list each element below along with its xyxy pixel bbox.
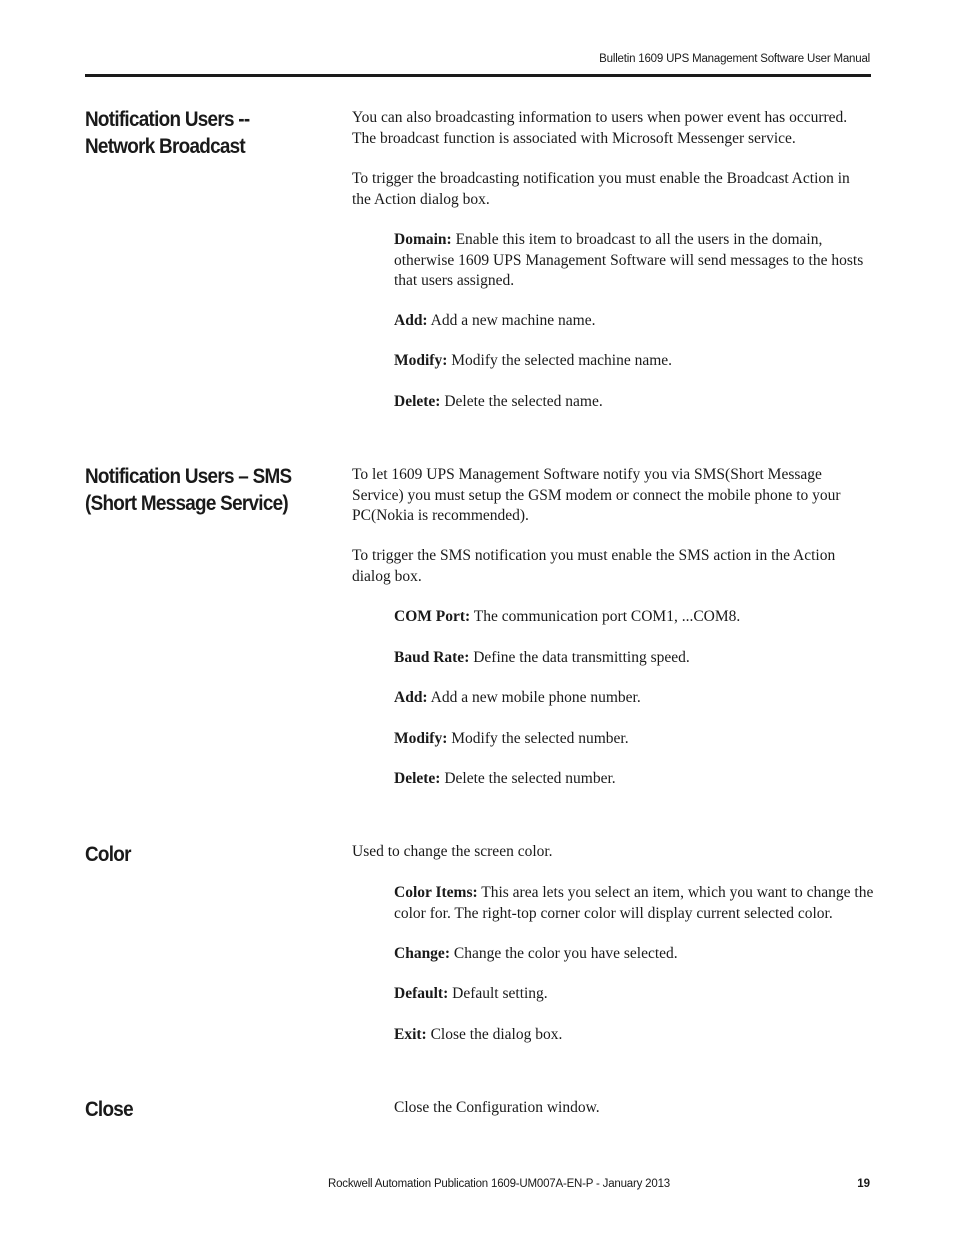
item-text: Close the dialog box. [426, 1026, 563, 1043]
item-term: Modify: [394, 352, 448, 369]
item-term: Default: [394, 985, 449, 1002]
item-text: Change the color you have selected. [449, 945, 678, 962]
item-term: Domain: [394, 231, 452, 248]
item-term: Add: [394, 689, 428, 706]
sms-item-modify [394, 729, 874, 750]
item-term: Modify: [394, 730, 448, 747]
item-text: Define the data transmitting speed. [469, 649, 690, 666]
sms-item-baud-rate [394, 648, 874, 669]
running-header: Bulletin 1609 UPS Management Software User Manual [599, 53, 870, 65]
heading-sms: Notification Users – SMS (Short Message Service) [85, 465, 292, 515]
item-term: Change: [394, 945, 450, 962]
item-term: Baud Rate: [394, 649, 470, 666]
item-text: Enable this item to broadcast to all the users in the domain, otherwise 1609 UPS Management Software will send messages to the hosts that users assigned. [394, 231, 864, 289]
network-item-modify [394, 351, 874, 372]
item-term: Delete: [394, 770, 441, 787]
network-item-domain [394, 230, 874, 292]
item-term: Delete: [394, 393, 441, 410]
item-text: The communication port COM1, ...COM8. [470, 608, 741, 625]
heading-network-broadcast: Notification Users -- Network Broadcast [85, 108, 250, 158]
item-term: Exit: [394, 1026, 427, 1043]
page-number: 19 [857, 1178, 870, 1190]
item-text: Delete the selected number. [440, 770, 616, 787]
close-description: Close the Configuration window. [394, 1099, 600, 1116]
color-item-change [394, 944, 874, 965]
item-term: COM Port: [394, 608, 471, 625]
item-term: Add: [394, 312, 428, 329]
sms-item-com-port [394, 607, 874, 628]
network-item-delete [394, 392, 874, 413]
item-text: Default setting. [448, 985, 548, 1002]
heading-color: Color [85, 843, 131, 866]
heading-close: Close [85, 1098, 133, 1121]
network-paragraph-1: You can also broadcasting information to users when power event has occurred. The broadcast function is associated with Microsoft Messenger service. [352, 109, 848, 147]
color-paragraph-1: Used to change the screen color. [352, 843, 553, 860]
item-text: This area lets you select an item, which you want to change the color for. The right-top corner color will display current selected color. [394, 884, 874, 922]
footer-publication: Rockwell Automation Publication 1609-UM007A-EN-P - January 2013 [328, 1178, 670, 1190]
sms-paragraph-1: To let 1609 UPS Management Software notify you via SMS(Short Message Service) you must setup the GSM modem or connect the mobile phone to your PC(Nokia is recommended). [352, 466, 841, 524]
sms-item-add [394, 688, 874, 709]
item-text: Add a new machine name. [427, 312, 596, 329]
color-item-exit [394, 1025, 874, 1046]
header-rule [85, 74, 871, 77]
item-text: Modify the selected machine name. [447, 352, 673, 369]
item-term: Color Items: [394, 884, 478, 901]
sms-item-delete [394, 769, 874, 790]
color-item-default [394, 984, 874, 1005]
sms-paragraph-2: To trigger the SMS notification you must enable the SMS action in the Action dialog box. [352, 547, 836, 585]
network-item-add [394, 311, 874, 332]
color-item-color-items [394, 883, 874, 924]
item-text: Delete the selected name. [440, 393, 603, 410]
item-text: Add a new mobile phone number. [427, 689, 641, 706]
item-text: Modify the selected number. [447, 730, 629, 747]
network-paragraph-2: To trigger the broadcasting notification you must enable the Broadcast Action in the Action dialog box. [352, 170, 850, 208]
